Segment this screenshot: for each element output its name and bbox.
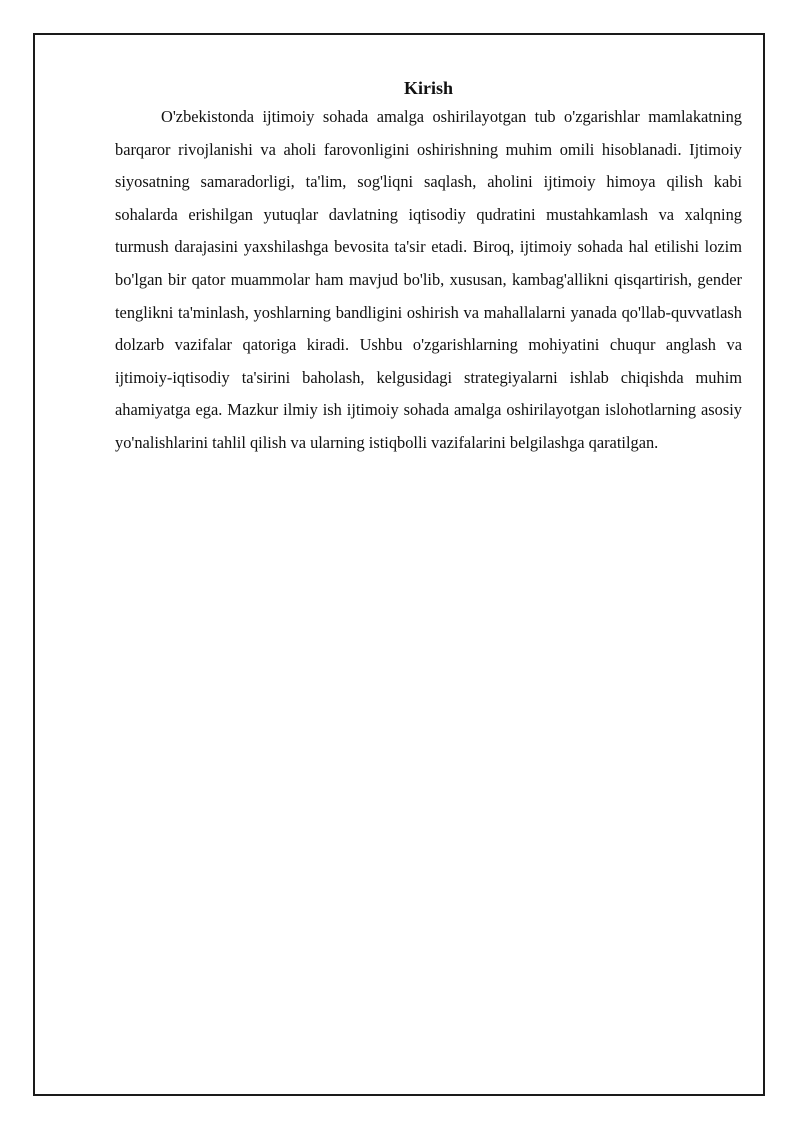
intro-paragraph: O'zbekistonda ijtimoiy sohada amalga oshirilayotgan tub o'zgarishlar mamlakatning barqaror rivojlanishi va aholi farovonligini oshirishning muhim omili hisoblanadi. Ijtimoiy siyosatning samaradorligi, ta'lim, sog'liqni saqlash, aholini ijtimoiy himoya qilish kabi sohalarda erishilgan yutuqlar davlatning iqtisodiy qudratini mustahkamlash va xalqning turmush darajasini yaxshilashga bevosita ta'sir etadi. Biroq, ijtimoiy sohada hal etilishi lozim bo'lgan bir qator muammolar ham mavjud bo'lib, xususan, kambag'allikni qisqartirish, gender tenglikni ta'minlash, yoshlarning bandligini oshirish va mahallalarni yanada qo'llab-quvvatlash dolzarb vazifalar qatoriga kiradi. Ushbu o'zgarishlarning mohiyatini chuqur anglash va ijtimoiy-iqtisodiy ta'sirini baholash, kelgusidagi strategiyalarni ishlab chiqishda muhim ahamiyatga ega. Mazkur ilmiy ish ijtimoiy sohada amalga oshirilayotgan islohotlarning asosiy yo'nalishlarini tahlil qilish va ularning istiqbolli vazifalarini belgilashga qaratilgan. [115,107,742,452]
document-body [115,76,742,460]
document-title: Kirish [403,78,453,98]
